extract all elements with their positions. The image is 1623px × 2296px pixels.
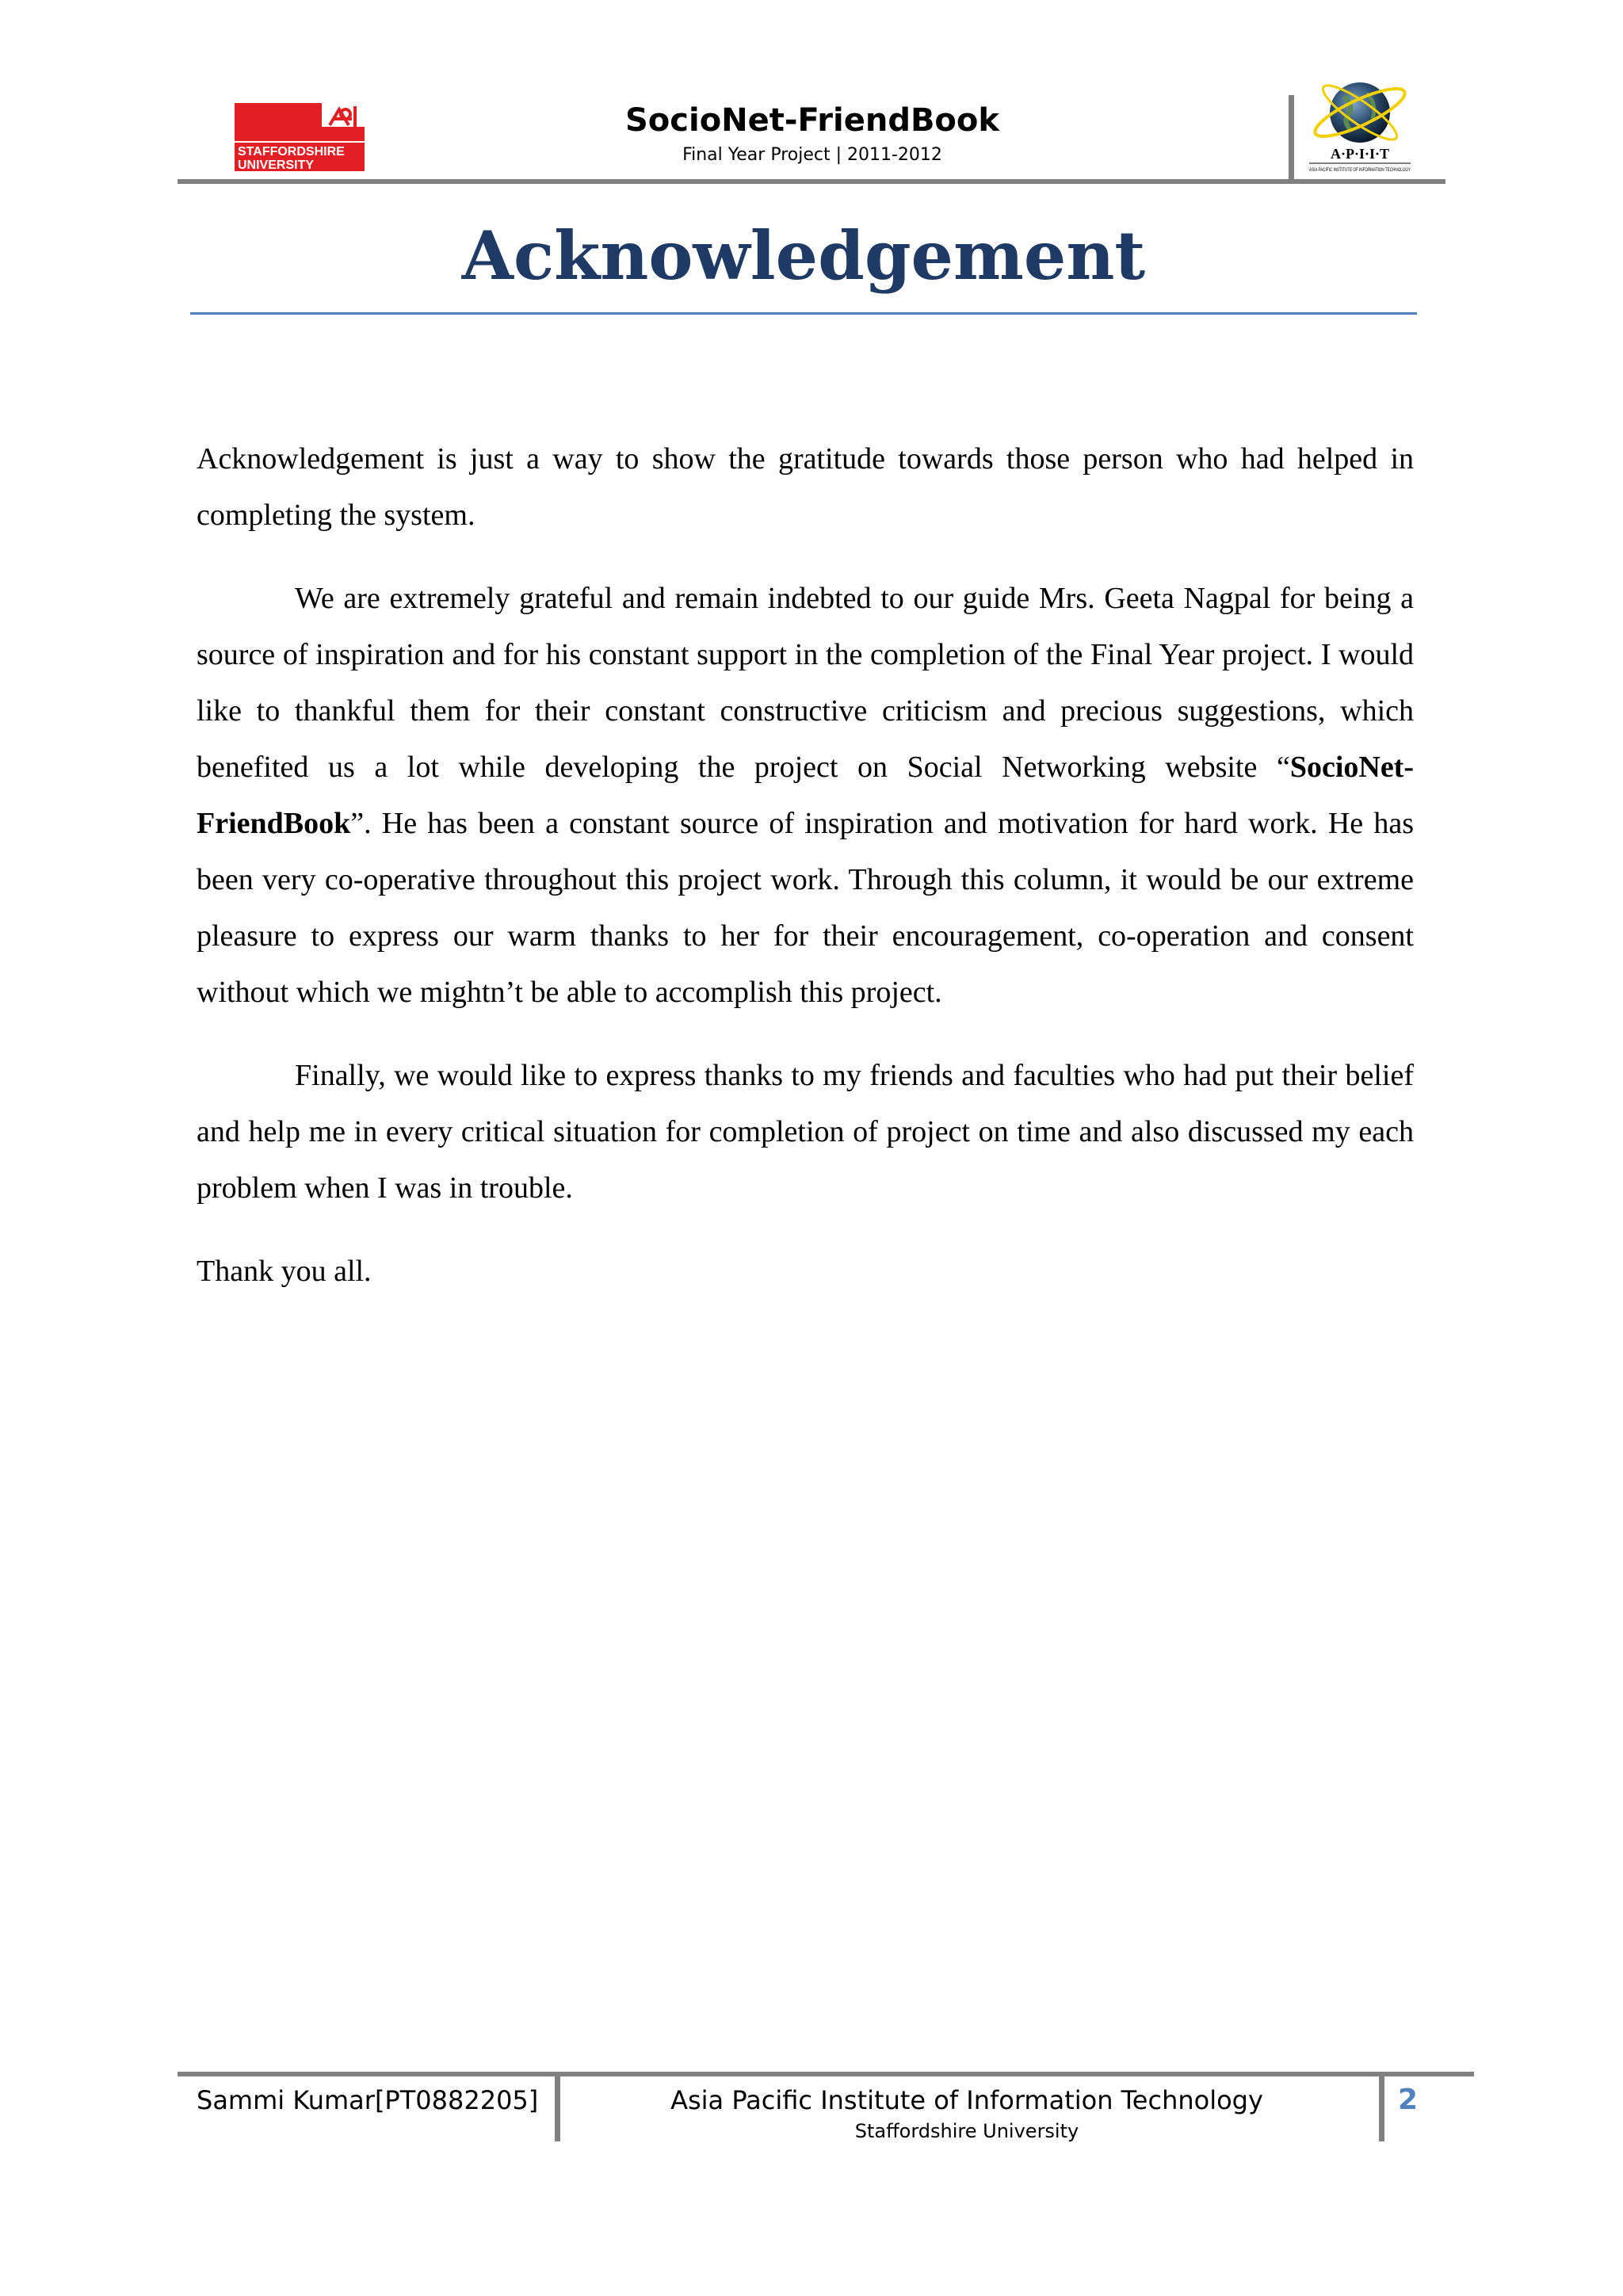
staffordshire-university-logo [235,103,365,171]
header-subtitle: Final Year Project | 2011-2012 [682,145,942,165]
paragraph-guide-thanks-start: We are extremely grateful and remain indebted to our guide Mrs. Geeta Nagpal for being a source of inspiration and for his constant support in the completion of the Final Year project. I would like to thankful them for their constant constructive criticism and precious suggestions, which benefited us a lot while developing the project on Social Networking website “ [197,582,1414,784]
paragraph-intro: Acknowledgement is just a way to show the gratitude towards those person who had helped in completing the system. [197,442,1414,532]
paragraph-guide-thanks [197,571,1414,1021]
header-divider [1289,95,1294,182]
header-title: SocioNet-FriendBook [624,102,999,139]
footer-divider-left [555,2075,560,2141]
footer-institute: Asia Pacific Institute of Information Technology [670,2085,1263,2115]
title-underline [190,312,1417,315]
footer-author: Sammi Kumar[PT0882205] [197,2085,539,2115]
paragraph-guide-thanks-end: ”. He has been a constant source of inspiration and motivation for hard work. He has been very co-operative throughout this project work. Through this column, it would be our extreme pleasure to express our warm thanks to her for their encouragement, co-operation and consent without which we mightn’t be able to accomplish this project. [197,807,1414,1009]
header-rule [178,179,1445,184]
footer-university: Staffordshire University [854,2120,1079,2142]
project-name-bold: SocioNet-FriendBook [197,751,1414,840]
apiit-logo-subtext: ASIA PACIFIC INSTITUTE OF INFORMATION TECHNOLOGY [1309,168,1411,173]
page-title: Acknowledgement [461,216,1146,295]
footer-divider-right [1379,2075,1384,2141]
paragraph-friends-thanks: Finally, we would like to express thanks to my friends and faculties who had put their belief and help me in every critical situation for completion of project on time and also discussed my each problem when I was in trouble. [197,1059,1414,1205]
footer-rule [178,2072,1474,2076]
logo-text-university: UNIVERSITY [238,159,315,172]
paragraph-closing: Thank you all. [197,1255,372,1288]
apiit-logo-text: A·P·I·I·T [1330,146,1390,162]
apiit-globe-logo [1304,73,1415,176]
page-number: 2 [1398,2084,1419,2116]
body-content [197,431,1414,1300]
logo-text-staffordshire: STAFFORDSHIRE [238,145,345,159]
